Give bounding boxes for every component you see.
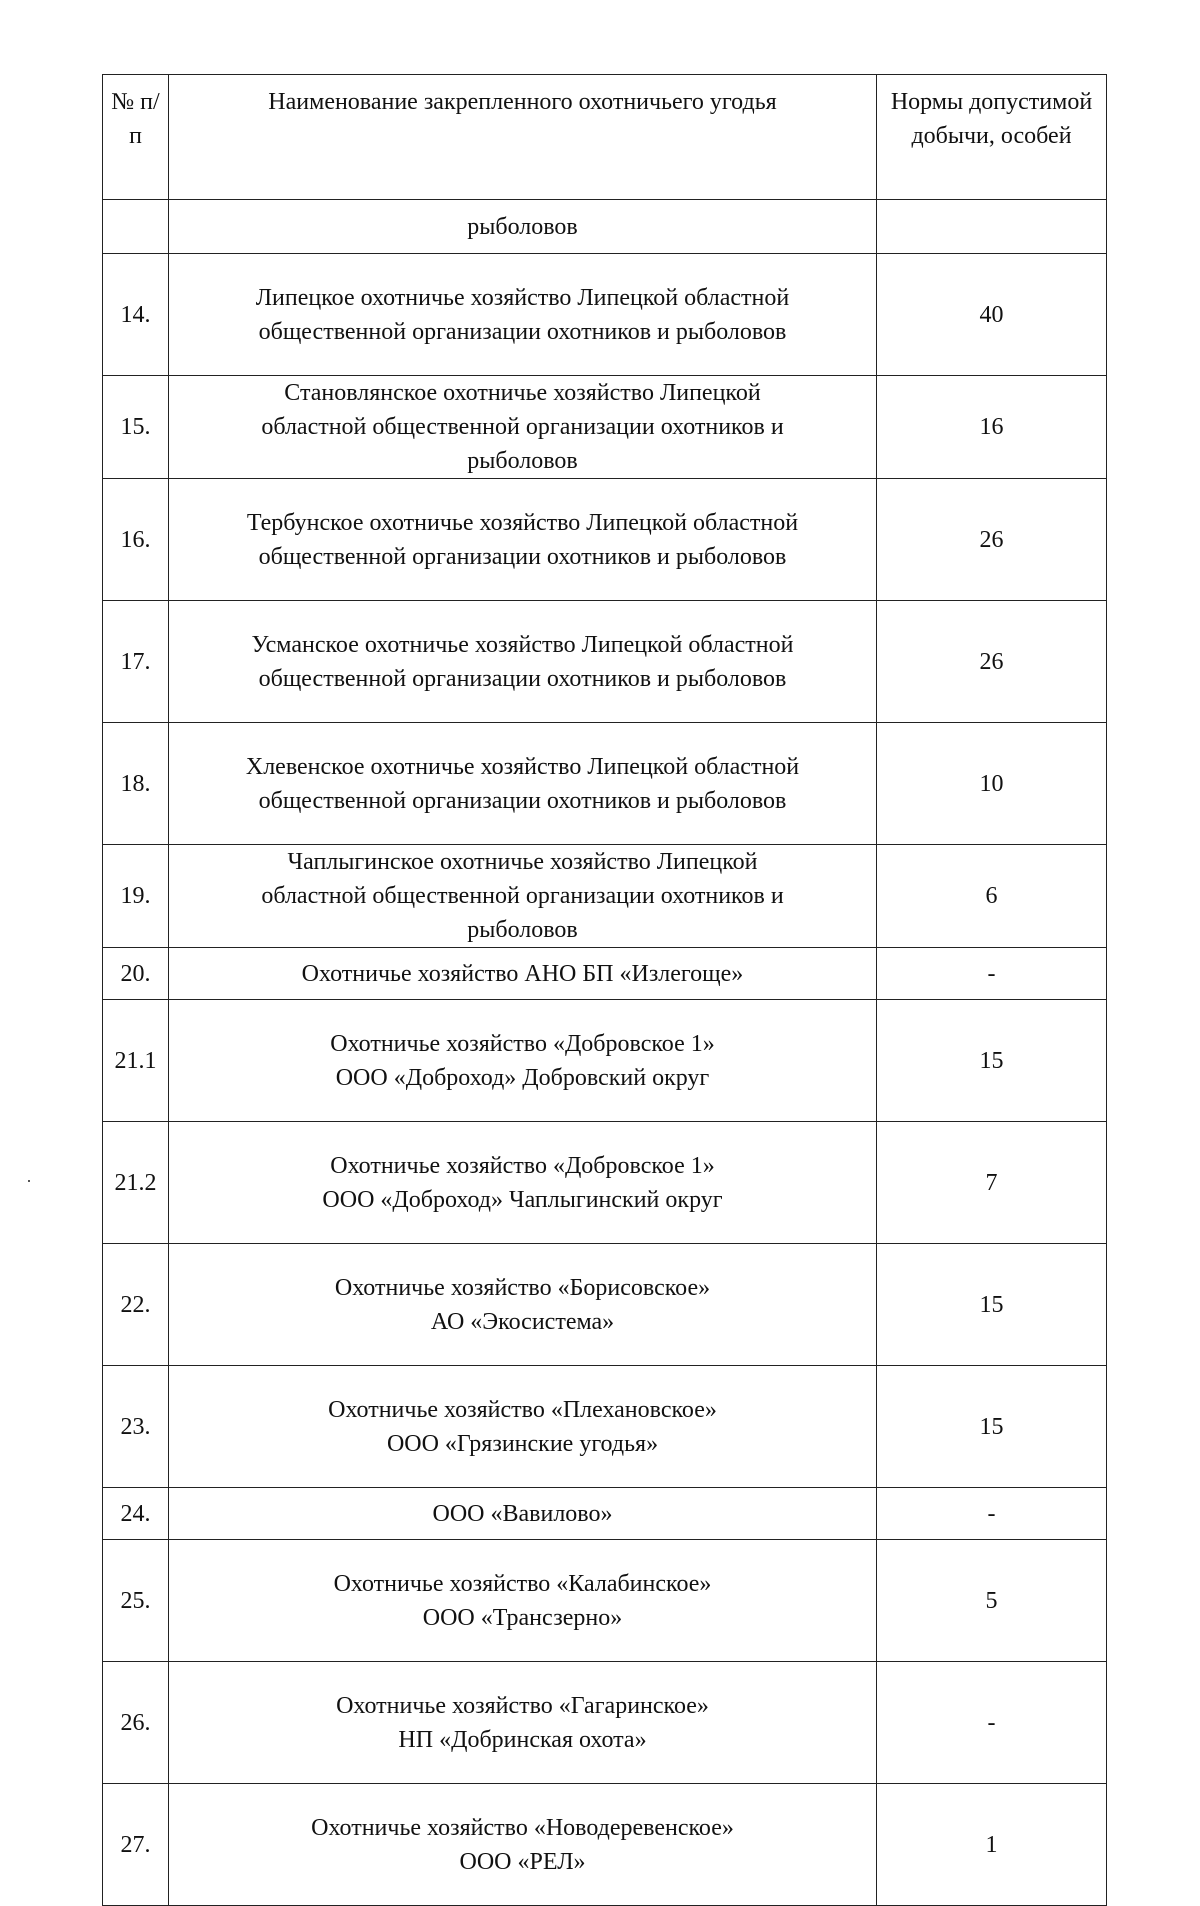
row-number: 18. <box>103 723 169 845</box>
continuation-row <box>103 200 1107 254</box>
row-norm: 10 <box>877 723 1107 845</box>
row-name <box>169 1244 877 1366</box>
row-name <box>169 254 877 376</box>
row-name-line: ООО «Доброход» Добровский округ <box>335 1064 710 1091</box>
row-number: 19. <box>103 845 169 948</box>
row-name-line: общественной организации охотников и рыболовов <box>258 318 787 345</box>
row-name-line: Охотничье хозяйство «Гагаринское» <box>336 1692 709 1719</box>
row-norm: 15 <box>877 1244 1107 1366</box>
row-norm: 6 <box>877 845 1107 948</box>
row-name-line: ООО «Трансзерно» <box>422 1604 623 1631</box>
row-number: 20. <box>103 948 169 1000</box>
row-name-line: Хлевенское охотничье хозяйство Липецкой областной <box>245 753 800 780</box>
row-number: 21.1 <box>103 1000 169 1122</box>
row-name-line: рыболовов <box>467 917 578 943</box>
header-norm: Нормы допустимой добычи, особей <box>877 75 1107 200</box>
row-norm: 15 <box>877 1000 1107 1122</box>
table-row <box>103 1488 1107 1540</box>
row-name-line: Тербунское охотничье хозяйство Липецкой областной <box>246 509 799 536</box>
table-row <box>103 1662 1107 1784</box>
table-row <box>103 1000 1107 1122</box>
row-name-line: Охотничье хозяйство «Калабинское» <box>333 1570 712 1597</box>
row-name-line: Становлянское охотничье хозяйство Липецкой <box>284 380 761 406</box>
row-norm: - <box>877 1488 1107 1540</box>
row-name <box>169 948 877 1000</box>
row-name-line: Охотничье хозяйство «Добровское 1» <box>330 1152 715 1179</box>
row-name-line: АО «Экосистема» <box>430 1308 615 1335</box>
row-name-line: областной общественной организации охотников и <box>261 414 784 440</box>
row-number: 16. <box>103 479 169 601</box>
header-name: Наименование закрепленного охотничьего угодья <box>169 75 877 200</box>
row-norm: 26 <box>877 601 1107 723</box>
row-name-line: Охотничье хозяйство «Добровское 1» <box>330 1030 715 1057</box>
row-norm: 1 <box>877 1784 1107 1906</box>
row-name-line: общественной организации охотников и рыболовов <box>258 543 787 570</box>
row-name-line: НП «Добринская охота» <box>398 1726 647 1753</box>
row-name <box>169 1122 877 1244</box>
continuation-norm <box>877 200 1107 254</box>
continuation-number <box>103 200 169 254</box>
row-name-line: рыболовов <box>467 448 578 474</box>
row-name <box>169 1488 877 1540</box>
row-norm: 26 <box>877 479 1107 601</box>
row-number: 21.2 <box>103 1122 169 1244</box>
hunting-quota-table <box>102 74 1107 1906</box>
table-row <box>103 1540 1107 1662</box>
row-number: 15. <box>103 376 169 479</box>
row-number: 23. <box>103 1366 169 1488</box>
row-name <box>169 845 877 948</box>
row-name-line: Липецкое охотничье хозяйство Липецкой областной <box>255 284 790 311</box>
table-row <box>103 1122 1107 1244</box>
row-norm: 5 <box>877 1540 1107 1662</box>
row-name <box>169 1540 877 1662</box>
table-row <box>103 376 1107 479</box>
row-name <box>169 723 877 845</box>
row-name-line: ООО «РЕЛ» <box>459 1848 586 1875</box>
row-name <box>169 601 877 723</box>
row-name-line: Охотничье хозяйство «Плехановское» <box>328 1396 717 1423</box>
row-norm: 15 <box>877 1366 1107 1488</box>
row-name-line: общественной организации охотников и рыболовов <box>258 665 787 692</box>
row-norm: - <box>877 1662 1107 1784</box>
row-name <box>169 1784 877 1906</box>
row-number: 24. <box>103 1488 169 1540</box>
scan-speck <box>28 1180 30 1182</box>
table-row <box>103 1784 1107 1906</box>
table-row <box>103 1366 1107 1488</box>
row-number: 22. <box>103 1244 169 1366</box>
row-number: 26. <box>103 1662 169 1784</box>
table-row <box>103 723 1107 845</box>
row-name <box>169 376 877 479</box>
row-name-line: общественной организации охотников и рыболовов <box>258 787 787 814</box>
table-row <box>103 948 1107 1000</box>
continuation-name: рыболовов <box>169 200 877 254</box>
row-name-line: ООО «Грязинские угодья» <box>386 1430 659 1457</box>
row-name-line: Усманское охотничье хозяйство Липецкой областной <box>251 631 794 658</box>
table-row <box>103 479 1107 601</box>
row-number: 17. <box>103 601 169 723</box>
row-number: 14. <box>103 254 169 376</box>
row-name <box>169 1662 877 1784</box>
row-norm: 40 <box>877 254 1107 376</box>
row-norm: 7 <box>877 1122 1107 1244</box>
row-name-line: Охотничье хозяйство АНО БП «Излегоще» <box>301 960 744 987</box>
row-name-line: ООО «Доброход» Чаплыгинский округ <box>322 1186 723 1213</box>
table-row <box>103 1244 1107 1366</box>
row-name-line: Чаплыгинское охотничье хозяйство Липецкой <box>287 849 758 875</box>
row-number: 25. <box>103 1540 169 1662</box>
table-row <box>103 254 1107 376</box>
header-number: № п/п <box>103 75 169 200</box>
row-name-line: Охотничье хозяйство «Новодеревенское» <box>311 1814 734 1841</box>
table-body <box>103 200 1107 1906</box>
row-norm: 16 <box>877 376 1107 479</box>
row-name-line: областной общественной организации охотников и <box>261 883 784 909</box>
table-row <box>103 845 1107 948</box>
table-row <box>103 601 1107 723</box>
row-name <box>169 1366 877 1488</box>
row-name-line: ООО «Вавилово» <box>432 1500 613 1527</box>
row-name-line: Охотничье хозяйство «Борисовское» <box>334 1274 711 1301</box>
row-name <box>169 479 877 601</box>
table-header-row <box>103 75 1107 200</box>
row-norm: - <box>877 948 1107 1000</box>
row-number: 27. <box>103 1784 169 1906</box>
row-name <box>169 1000 877 1122</box>
